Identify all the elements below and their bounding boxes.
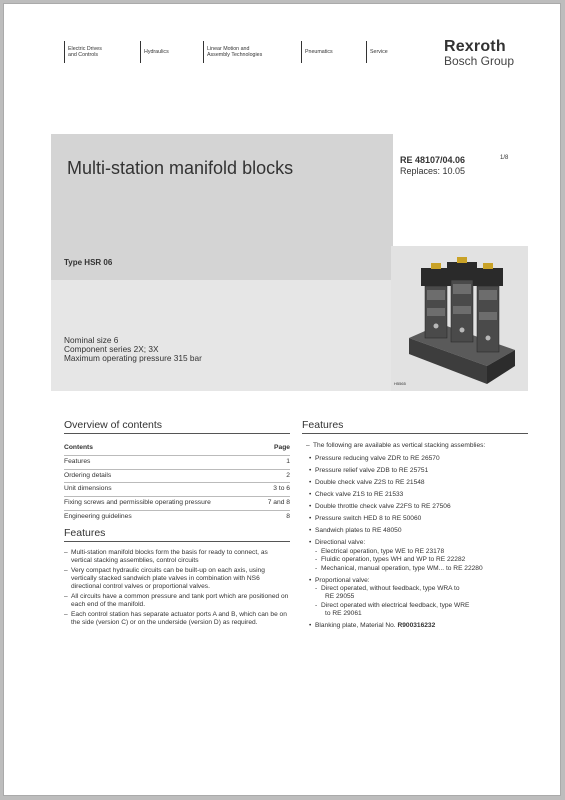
page-title: Multi-station manifold blocks (67, 158, 294, 178)
feature-bullet: • Double throttle check valve Z2FS to RE 27506 (306, 503, 532, 511)
feature-bullet: • Directional valve: (306, 539, 532, 547)
feature-sub-item: - Fluidic operation, types WH and WP to RE 22282 (306, 556, 532, 564)
product-photo (391, 246, 528, 391)
nav-linear-motion[interactable] (203, 41, 299, 63)
feature-sub-item: - Electrical operation, type WE to RE 23178 (306, 548, 532, 556)
type-label: Type HSR 06 (64, 258, 113, 267)
nav-line: Linear Motion and (207, 45, 250, 52)
contents-table (64, 442, 290, 524)
nav-hydraulics[interactable] (140, 41, 202, 63)
brand-logo (444, 39, 514, 68)
contents-row-label: Fixing screws and permissible operating pressure (64, 499, 211, 507)
contents-row-page: 1 (286, 457, 290, 465)
contents-row-page: 2 (286, 471, 290, 479)
feature-item: – Very compact hydraulic circuits can be built-up on each axis, using vertically stacked sandwich plate valves in combination with NS6 directional control valves or proportional valves. (64, 567, 290, 591)
nav-line: Pneumatics (305, 48, 333, 55)
title-block (51, 134, 393, 246)
feature-bullet: • Pressure reducing valve ZDR to RE 26570 (306, 455, 532, 463)
material-number: R900316232 (397, 622, 436, 630)
contents-row-label: Unit dimensions (64, 485, 112, 493)
feature-bullet (306, 622, 532, 630)
feature-bullet: • Proportional valve: (306, 577, 532, 585)
datasheet-page (4, 4, 560, 795)
document-replaces: Replaces: 10.05 (400, 166, 466, 176)
contents-row[interactable] (64, 497, 290, 511)
feature-sub-item: RE 29055 (325, 593, 355, 601)
features-heading-left: Features (64, 527, 290, 542)
nav-line: Assembly Technologies (207, 52, 263, 58)
spec-line: Nominal size 6 (64, 335, 119, 345)
page-number: 1/8 (500, 155, 509, 161)
contents-row-page: 8 (286, 512, 290, 520)
contents-header-row (64, 442, 290, 456)
feature-sub-item: to RE 29061 (325, 610, 362, 618)
contents-row[interactable] (64, 511, 290, 524)
page-col-label: Page (274, 444, 290, 451)
nav-service[interactable] (366, 41, 420, 63)
contents-row-label: Ordering details (64, 471, 112, 479)
nav-line: and Controls (68, 52, 99, 58)
nav-line: Hydraulics (144, 48, 169, 55)
overview-heading: Overview of contents (64, 419, 290, 434)
photo-code: H5565 (394, 381, 406, 386)
contents-row-label: Engineering guidelines (64, 512, 132, 520)
feature-item: – Each control station has separate actuator ports A and B, which can be on the side (version C) or on the underside (version D) as required. (64, 611, 290, 627)
feature-bullet: • Pressure switch HED 8 to RE 50060 (306, 515, 532, 523)
features-list-left (64, 549, 290, 629)
features-heading-right: Features (302, 419, 528, 434)
manifold-block-image (391, 246, 528, 391)
contents-row[interactable] (64, 483, 290, 497)
brand-name: Rexroth (443, 38, 506, 55)
feature-bullet: • Pressure relief valve ZDB to RE 25751 (306, 467, 532, 475)
brand-sub: Bosch Group (443, 54, 514, 68)
feature-sub-item: - Direct operated, without feedback, type WRA to (306, 585, 532, 593)
spec-list (64, 336, 202, 363)
blanking-text: Blanking plate, Material No. (315, 622, 398, 630)
spec-line: Maximum operating pressure 315 bar (64, 353, 202, 363)
nav-electric-drives[interactable] (64, 41, 138, 63)
feature-item: – All circuits have a common pressure and tank port which are positioned on each end of the manifold. (64, 593, 290, 609)
feature-item: – Multi-station manifold blocks form the basis for ready to connect, as vertical stacking assemblies, control circuits (64, 549, 290, 565)
contents-row[interactable] (64, 456, 290, 470)
nav-pneumatics[interactable] (301, 41, 363, 63)
features-list-right (306, 442, 532, 634)
feature-bullet: • Double check valve Z2S to RE 21548 (306, 479, 532, 487)
contents-row-label: Features (64, 457, 91, 465)
feature-sub-item: - Direct operated with electrical feedback, type WRE (306, 602, 532, 610)
contents-col-label: Contents (64, 444, 93, 451)
contents-row-page: 7 and 8 (267, 499, 290, 507)
features-intro: – The following are available as vertical stacking assemblies: (306, 442, 532, 450)
spec-line: Component series 2X; 3X (64, 344, 159, 354)
feature-sub-item: - Mechanical, manual operation, type WM... to RE 22280 (306, 565, 532, 573)
contents-row-page: 3 to 6 (273, 485, 290, 493)
nav-line: Electric Drives (68, 45, 102, 52)
document-number: RE 48107/04.06 (400, 155, 466, 165)
contents-row[interactable] (64, 470, 290, 484)
nav-line: Service (370, 48, 388, 55)
feature-bullet: • Check valve Z1S to RE 21533 (306, 491, 532, 499)
feature-bullet: • Sandwich plates to RE 48050 (306, 527, 532, 535)
